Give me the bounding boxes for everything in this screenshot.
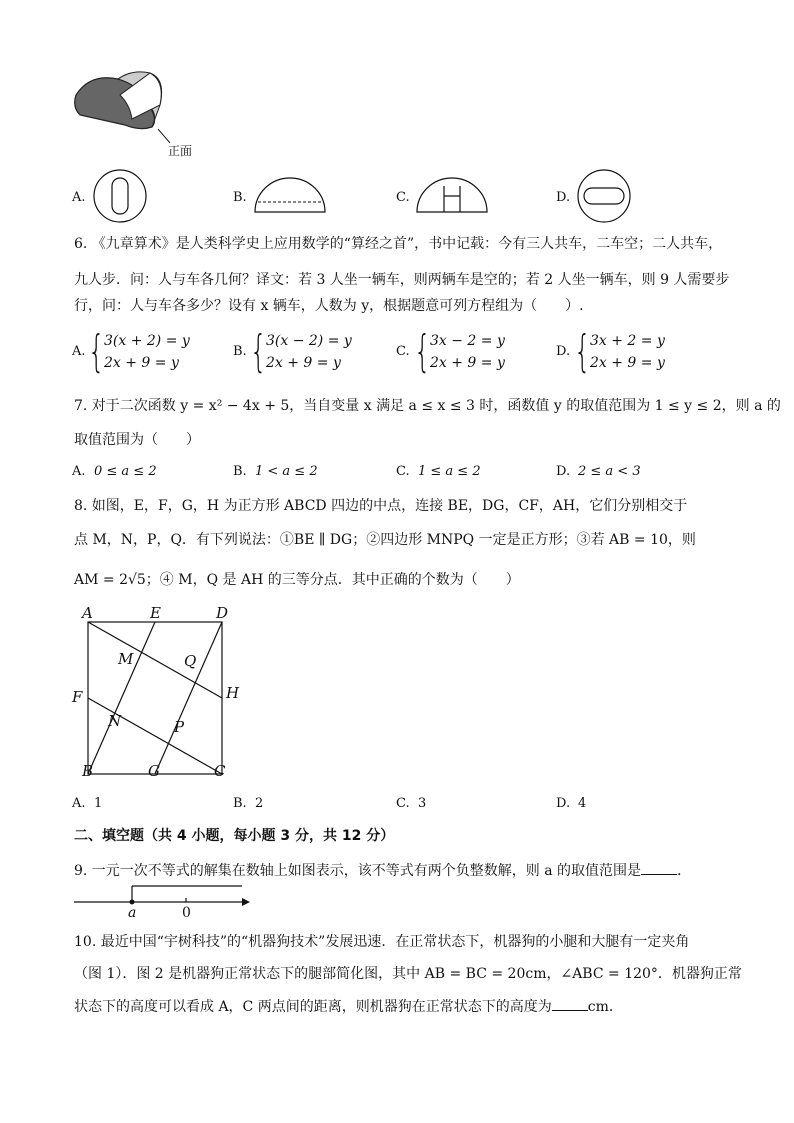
q7-text-line2: 取值范围为（ ） (74, 432, 200, 448)
axis-label-zero: 0 (182, 905, 191, 920)
label-p: P (174, 718, 185, 736)
q6-d-eq2: 2x + 9 = y (590, 355, 665, 371)
q7-option-a-text[interactable]: 0 ≤ a ≤ 2 (94, 464, 157, 479)
q8-text-line1: 8. 如图，E，F，G，H 为正方形 ABCD 四边的中点，连接 BE，DG，CF，AH，它们分别相交于 (74, 498, 688, 514)
q6-option-b-system[interactable] (250, 326, 352, 377)
section-2-heading: 二、填空题（共 4 小题，每小题 3 分，共 12 分） (74, 828, 395, 844)
q6-b-eq2: 2x + 9 = y (266, 355, 341, 371)
semicircle-with-dashed-base-icon[interactable] (252, 176, 328, 216)
label-g: G (148, 762, 160, 780)
q6-b-eq1: 3(x − 2) = y (266, 333, 352, 349)
q8-option-c-text[interactable]: 3 (418, 796, 427, 811)
q6-d-eq1: 3x + 2 = y (590, 333, 665, 349)
q8-option-a-label[interactable]: A. (72, 796, 86, 811)
brace-icon: { (250, 326, 267, 377)
q7-option-a-label[interactable]: A. (72, 464, 86, 479)
q7-option-d-text[interactable]: 2 ≤ a < 3 (578, 464, 641, 479)
label-q: Q (184, 652, 197, 670)
q10-text-line3 (74, 996, 734, 1017)
square-figure (66, 604, 256, 784)
semicircle-with-notch-icon[interactable] (414, 176, 490, 216)
q6-text-line2: 九人步．问：人与车各几何？译文：若 3 人坐一辆车，则两辆车是空的；若 2 人坐一辆车，则 9 人需要步 (74, 272, 730, 288)
q6-c-eq1: 3x − 2 = y (430, 333, 505, 349)
label-a: A (82, 604, 93, 622)
q8-option-b-text[interactable]: 2 (255, 796, 264, 811)
label-d: D (216, 604, 229, 622)
q6-option-b-label[interactable]: B. (233, 344, 247, 359)
brace-icon: { (574, 326, 591, 377)
q10-text-line1: 10. 最近中国“宇树科技”的“机器狗技术”发展迅速．在正常状态下，机器狗的小腿和大腿有一定夹角 (74, 934, 690, 950)
label-f: F (72, 688, 83, 706)
label-n: N (108, 712, 122, 730)
q9-answer-blank[interactable] (641, 860, 677, 875)
q6-option-d-label[interactable]: D. (556, 344, 571, 359)
q8-text-line3: AM = 2√5；④ M，Q 是 AH 的三等分点．其中正确的个数为（ ） (74, 572, 520, 588)
q7-option-c-label[interactable]: C. (396, 464, 410, 479)
q6-text-line1: 6. 《九章算术》是人类科学史上应用数学的“算经之首”，书中记载：今有三人共车，二车空；二人共车， (74, 236, 723, 252)
brace-icon: { (88, 326, 105, 377)
q6-option-d-system[interactable] (574, 326, 665, 377)
q6-text-line3: 行，问：人与车各多少？设有 x 辆车，人数为 y，根据题意可列方程组为（ ）. (74, 298, 584, 314)
label-h: H (226, 684, 240, 702)
q7-option-b-label[interactable]: B. (233, 464, 247, 479)
q8-text-line2: 点 M，N，P，Q．有下列说法：①BE ∥ DG；②四边形 MNPQ 一定是正方形；③若 AB = 10，则 (74, 532, 696, 548)
q10-text-line2: （图 1）．图 2 是机器狗正常状态下的腿部简化图，其中 AB = BC = 20cm，∠ABC = 120°．机器狗正常 (74, 966, 742, 982)
q5-option-a-label[interactable]: A. (72, 190, 86, 205)
q9-end: ． (677, 863, 692, 879)
q6-option-a-label[interactable]: A. (72, 344, 86, 359)
label-e: E (150, 604, 161, 622)
q8-option-c-label[interactable]: C. (396, 796, 410, 811)
q6-option-a-system[interactable] (88, 326, 190, 377)
label-c: C (214, 762, 226, 780)
q5-option-c-label[interactable]: C. (396, 190, 410, 205)
q5-option-b-label[interactable]: B. (233, 190, 247, 205)
rounded-slot-in-circle-icon[interactable] (92, 168, 148, 224)
brace-icon: { (414, 326, 431, 377)
q10-line3-text: 状态下的高度可以看成 A，C 两点间的距离，则机器狗在正常状态下的高度为 (74, 999, 552, 1015)
q7-option-b-text[interactable]: 1 < a ≤ 2 (255, 464, 318, 479)
q6-c-eq2: 2x + 9 = y (430, 355, 505, 371)
label-b: B (82, 762, 94, 780)
q8-option-a-text[interactable]: 1 (94, 796, 103, 811)
q7-option-c-text[interactable]: 1 ≤ a ≤ 2 (418, 464, 481, 479)
oval-slot-in-circle-icon[interactable] (576, 168, 632, 224)
q6-option-c-label[interactable]: C. (396, 344, 410, 359)
q8-option-d-text[interactable]: 4 (578, 796, 587, 811)
q6-option-c-system[interactable] (414, 326, 505, 377)
q7-option-d-label[interactable]: D. (556, 464, 571, 479)
front-view-label: 正面 (168, 144, 193, 158)
q7-text-line1: 7. 对于二次函数 y = x² − 4x + 5，当自变量 x 满足 a ≤ x ≤ 3 时，函数值 y 的取值范围为 1 ≤ y ≤ 2，则 a 的 (74, 398, 781, 414)
solid-figure (70, 65, 230, 160)
q6-a-eq1: 3(x + 2) = y (104, 333, 190, 349)
number-line (72, 878, 252, 920)
q9-question: 9. 一元一次不等式的解集在数轴上如图表示，该不等式有两个负整数解，则 a 的取值范围是 (74, 863, 642, 879)
label-m: M (118, 650, 134, 668)
q8-option-d-label[interactable]: D. (556, 796, 571, 811)
q5-option-d-label[interactable]: D. (556, 190, 571, 205)
q6-a-eq2: 2x + 9 = y (104, 355, 179, 371)
axis-label-a: a (128, 905, 137, 920)
q10-answer-blank[interactable] (552, 996, 588, 1011)
q8-option-b-label[interactable]: B. (233, 796, 247, 811)
q10-line3-unit: cm． (587, 999, 623, 1015)
